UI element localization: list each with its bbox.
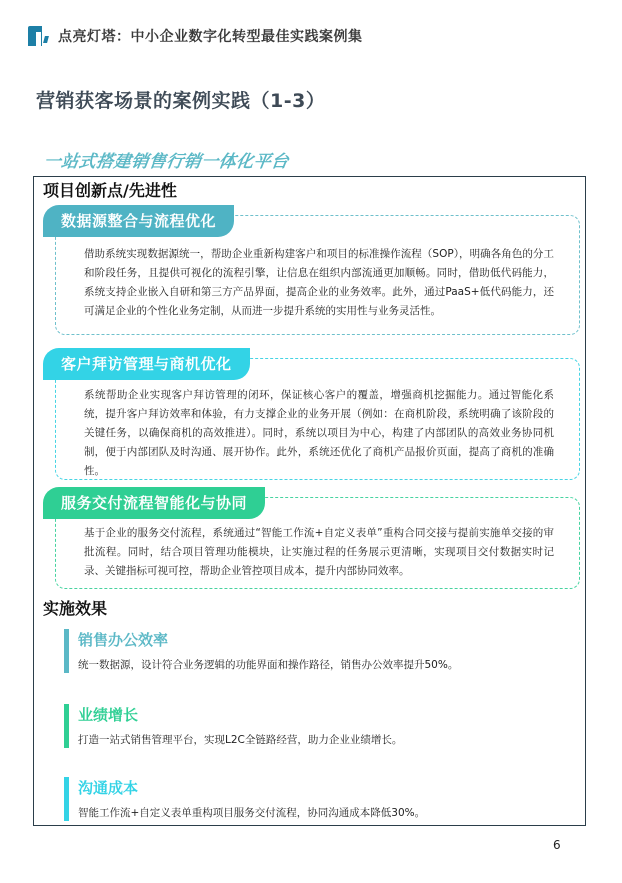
card-title-data-source: 数据源整合与流程优化	[43, 205, 234, 237]
effect-title: 业绩增长	[78, 706, 139, 724]
card-title-service-delivery: 服务交付流程智能化与协同	[43, 487, 265, 519]
effect-item-performance-growth	[64, 704, 402, 748]
card-text-customer-visit: 系统帮助企业实现客户拜访管理的闭环，保证核心客户的覆盖，增强商机挖掘能力。通过智能化系统，提升客户拜访效率和体验，有力支撑企业的业务开展（例如：在商机阶段，系统明确了该阶段的关键任务，以确保商机的高效推进）。同时，系统以项目为中心，构建了内部团队的高效业务协同机制，便于内部团队及时沟通、展开协作。此外，系统还优化了商机产品报价页面，提高了商机的准确性。	[84, 389, 554, 477]
effect-text: 统一数据源，设计符合业务逻辑的功能界面和操作路径，销售办公效率提升50%。	[78, 659, 459, 671]
effect-text: 智能工作流+自定义表单重构项目服务交付流程，协同沟通成本降低30%。	[78, 807, 426, 819]
case-content-box	[33, 176, 586, 826]
card-text-data-source: 借助系统实现数据源统一，帮助企业重新构建客户和项目的标准操作流程（SOP），明确各角色的分工和阶段任务，且提供可视化的流程引擎，让信息在组织内部流通更加顺畅。同时，借助低代码能力，系统支持企业嵌入自研和第三方产品界面，提高企业的业务效率。此外，通过PaaS+低代码能力，还可满足企业的个性化业务定制，从而进一步提升系统的实用性与业务灵活性。	[84, 248, 554, 317]
lighthouse-logo-icon	[28, 26, 50, 46]
effect-text: 打造一站式销售管理平台，实现L2C全链路经营，助力企业业绩增长。	[78, 734, 403, 746]
document-header	[28, 26, 363, 46]
page-number: 6	[553, 838, 561, 852]
case-subtitle: 一站式搭建销售行销一体化平台	[42, 152, 291, 172]
document-title: 点亮灯塔：中小企业数字化转型最佳实践案例集	[58, 29, 363, 45]
effect-title: 销售办公效率	[78, 631, 169, 649]
effect-title: 沟通成本	[78, 779, 139, 797]
effect-item-sales-efficiency	[64, 629, 458, 673]
card-title-customer-visit: 客户拜访管理与商机优化	[43, 348, 250, 380]
card-text-service-delivery: 基于企业的服务交付流程，系统通过“智能工作流+自定义表单”重构合同交接与提前实施单交接的审批流程。同时，结合项目管理功能模块，让实施过程的任务展示更清晰，实现项目交付数据实时记录、关键指标可视可控，帮助企业管控项目成本，提升内部协同效率。	[84, 527, 554, 577]
effect-item-communication-cost	[64, 777, 425, 821]
innovation-heading: 项目创新点/先进性	[43, 181, 177, 200]
effects-heading: 实施效果	[43, 599, 108, 618]
page-title: 营销获客场景的案例实践（1-3）	[36, 90, 326, 112]
